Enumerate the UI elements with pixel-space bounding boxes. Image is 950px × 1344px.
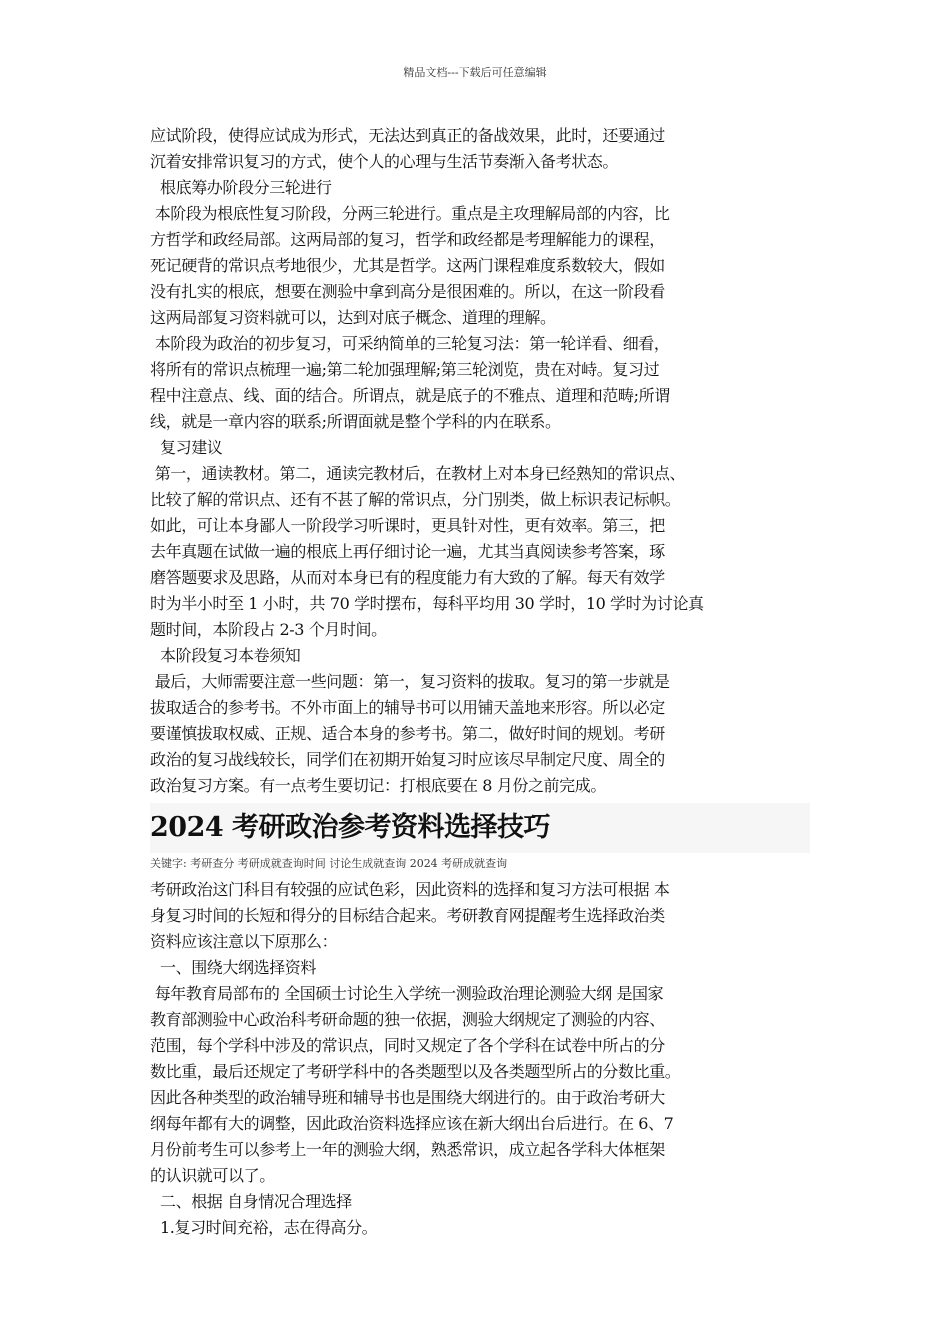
paragraph-three-rounds: 本阶段为政治的初步复习，可采纳简单的三轮复习法：第一轮详看、细看， 将所有的常识点梳理一遍;第二轮加强理解;第三轮浏览，贵在对峙。复习过 程中注意点、线、面的结合。所谓点，就是底子的不雅点、道理和范畴;所谓 线，就是一章内容的联系;所谓面就是整个学科的内在联系。 <box>150 334 670 431</box>
article-title: 2024 考研政治参考资料选择技巧 <box>150 812 551 843</box>
subheading-foundation-stage: 根底筹办阶段分三轮进行 <box>160 178 332 197</box>
article-keywords: 关键字: 考研查分 考研成就查询时间 讨论生成就查询 2024 考研成就查询 <box>150 857 508 870</box>
paragraph-notes: 最后，大师需要注意一些问题：第一，复习资料的拔取。复习的第一步就是 拔取适合的参考书。不外市面上的辅导书可以用铺天盖地来形容。所以必定 要谨慎拔取权威、正规、适合本身的参考书。第二，做好时间的规划。考研 政治的复习战线较长，同学们在初期开始复习时应该尽早制定尺度、周全的 政治复习方案。有一点考生要切记：打根底要在 8 月份之前完成。 <box>150 672 670 795</box>
paragraph-foundation: 本阶段为根底性复习阶段，分两三轮进行。重点是主攻理解局部的内容，比 方哲学和政经局部。这两局部的复习，哲学和政经都是考理解能力的课程， 死记硬背的常识点考地很少，尤其是哲学。这两门课程难度系数较大，假如 没有扎实的根底，想要在测验中拿到高分是很困难的。所以，在这一阶段看 这两局部复习资料就可以，达到对底子概念、道理的理解。 <box>150 204 670 327</box>
subheading-syllabus: 一、围绕大纲选择资料 <box>160 958 317 977</box>
paragraph-syllabus: 每年教育局部布的 全国硕士讨论生入学统一测验政治理论测验大纲 是国家 教育部测验中心政治科考研命题的独一依据，测验大纲规定了测验的内容、 范围，每个学科中涉及的常识点，同时又规定了各个学科在试卷中所占的分 数比重，最后还规定了考研学科中的各类题型以及各类题型所占的分数比重。 因此各种类型的政治辅导班和辅导书也是围绕大纲进行的。由于政治考研大 纲每年都有大的调整，因此政治资料选择应该在新大纲出台后进行。在 6、7 月份前考生可以参考上一年的测验大纲，熟悉常识，成立起各学科大体框架 的认识就可以了。 <box>150 984 681 1185</box>
article-title-block <box>150 803 810 853</box>
paragraph-review-advice: 第一，通读教材。第二，通读完教材后，在教材上对本身已经熟知的常识点、 比较了解的常识点、还有不甚了解的常识点，分门别类，做上标识表记标帜。 如此，可让本身鄙人一阶段学习听课时，更具针对性，更有效率。第三，把 去年真题在试做一遍的根底上再仔细讨论一遍，尤其当真阅读参考答案，琢 磨答题要求及思路，从而对本身已有的程度能力有大致的了解。每天有效学 时为半小时至 1 小时，共 70 学时摆布，每科平均用 30 学时，10 学时为讨论真 题时间，本阶段占 2-3 个月时间。 <box>150 464 704 639</box>
document-body <box>150 123 810 1241</box>
paragraph-article-intro: 考研政治这门科目有较强的应试色彩，因此资料的选择和复习方法可根据 本 身复习时间的长短和得分的目标结合起来。考研教育网提醒考生选择政治类 资料应该注意以下原那么： <box>150 880 670 951</box>
subheading-ample-time: 1.复习时间充裕，志在得高分。 <box>160 1218 378 1237</box>
paragraph-intro: 应试阶段，使得应试成为形式，无法达到真正的备战效果，此时，还要通过 沉着安排常识复习的方式，使个人的心理与生活节奏渐入备考状态。 <box>150 126 665 171</box>
subheading-own-situation: 二、根据 自身情况合理选择 <box>160 1192 352 1211</box>
page-header: 精品文档---下载后可任意编辑 <box>403 66 547 79</box>
subheading-notes: 本阶段复习本卷须知 <box>160 646 301 665</box>
subheading-review-advice: 复习建议 <box>160 438 223 457</box>
